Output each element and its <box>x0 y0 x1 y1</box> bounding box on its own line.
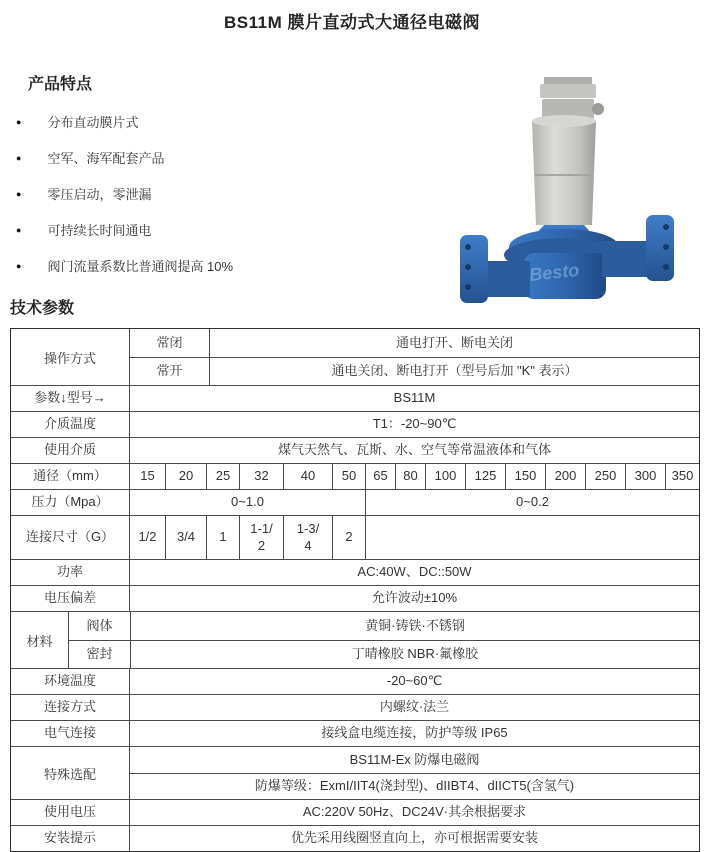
spec-label: 操作方式 <box>43 350 96 366</box>
diameter-cell: 150 <box>505 464 545 489</box>
spec-label: 电压偏差 <box>43 590 96 606</box>
feature-item <box>16 220 428 239</box>
spec-label: 压力（Mpa） <box>31 494 109 510</box>
features-heading: 产品特点 <box>28 76 93 93</box>
spec-value: -20~60℃ <box>129 669 699 694</box>
diameter-cell: 350 <box>665 464 699 489</box>
spec-value: 优先采用线圈竖直向上，亦可根据需要安装 <box>129 826 699 851</box>
spec-value: AC:220V 50Hz、DC24V·其余根据要求 <box>129 800 699 825</box>
diameter-cell: 20 <box>165 464 206 489</box>
diameter-cell: 250 <box>585 464 625 489</box>
bullet-icon: ● <box>16 224 22 235</box>
spec-label: 安装提示 <box>43 830 96 846</box>
spec-sublabel: 阀体 <box>86 617 113 633</box>
spec-value: 通电打开、断电关闭 <box>209 329 699 357</box>
spec-value: BS11M <box>129 386 699 411</box>
connection-size-cell: 1-1/2 <box>239 516 283 559</box>
spec-value: 黄铜·铸铁·不锈钢 <box>130 612 699 640</box>
spec-sublabel: 常开 <box>156 363 183 379</box>
diameter-cell: 300 <box>625 464 665 489</box>
spec-value: 内螺纹·法兰 <box>129 695 699 720</box>
diameter-cell: 65 <box>365 464 395 489</box>
spec-value: 煤气天然气、瓦斯、水、空气等常温液体和气体 <box>129 438 699 463</box>
feature-text: 零压启动，零泄漏 <box>47 187 152 202</box>
row-install-tip <box>11 825 699 851</box>
diameter-cell: 32 <box>239 464 283 489</box>
row-power <box>11 559 699 585</box>
connection-size-empty-cell <box>365 516 699 559</box>
spec-value: 允许波动±10% <box>129 586 699 611</box>
pressure-low-range: 0~1.0 <box>129 490 365 515</box>
spec-value: 丁晴橡胶 NBR·氟橡胶 <box>130 641 699 668</box>
diameter-cell: 25 <box>206 464 239 489</box>
row-model <box>11 385 699 411</box>
connection-size-cell: 1-3/4 <box>283 516 332 559</box>
feature-item <box>16 112 428 131</box>
diameter-cell: 200 <box>545 464 585 489</box>
bullet-icon: ● <box>16 152 22 163</box>
connection-size-cell: 1/2 <box>129 516 165 559</box>
pressure-high-range: 0~0.2 <box>365 490 699 515</box>
feature-text: 空军、海军配套产品 <box>47 151 165 166</box>
spec-label: 通径（mm） <box>33 468 107 484</box>
row-medium-temp <box>11 411 699 437</box>
row-diameter <box>11 463 699 489</box>
spec-label: 介质温度 <box>43 416 96 432</box>
spec-table <box>10 328 700 852</box>
spec-label: 连接尺寸（G） <box>25 529 115 545</box>
diameter-cell: 40 <box>283 464 332 489</box>
row-material <box>11 611 699 668</box>
row-operation <box>11 329 699 385</box>
row-medium <box>11 437 699 463</box>
feature-item <box>16 256 428 275</box>
spec-label: 环境温度 <box>43 673 96 689</box>
diameter-cell: 15 <box>129 464 165 489</box>
row-pressure <box>11 489 699 515</box>
feature-item <box>16 148 428 167</box>
feature-text: 可持续长时间通电 <box>47 223 152 238</box>
connection-size-cell: 2 <box>332 516 365 559</box>
specs-heading: 技术参数 <box>10 300 75 317</box>
spec-value: 防爆等级：ExmI/IIT4(浇封型)、dIIBT4、dIICT5(含氢气) <box>254 778 575 794</box>
diameter-cell: 80 <box>395 464 425 489</box>
row-special-options <box>11 746 699 799</box>
spec-label: 材料 <box>26 633 53 649</box>
bullet-icon: ● <box>16 260 22 271</box>
feature-text: 阀门流量系数比普通阀提高 10% <box>47 259 234 274</box>
spec-value: T1：-20~90℃ <box>129 412 699 437</box>
page-title: BS11M 膜片直动式大通径电磁阀 <box>224 13 480 32</box>
diameter-cell: 50 <box>332 464 365 489</box>
feature-text: 分布直动膜片式 <box>47 115 139 130</box>
spec-label: 使用介质 <box>43 442 96 458</box>
diameter-cell: 100 <box>425 464 465 489</box>
spec-value: 通电关闭、断电打开（型号后加 "K" 表示） <box>209 358 699 385</box>
spec-label: 电气连接 <box>43 725 96 741</box>
spec-value: 接线盒电缆连接，防护等级 IP65 <box>129 721 699 746</box>
top-section <box>0 33 704 285</box>
row-electrical <box>11 720 699 746</box>
spec-value: BS11M-Ex 防爆电磁阀 <box>349 751 480 767</box>
spec-sublabel: 密封 <box>86 646 113 662</box>
spec-value: AC:40W、DC::50W <box>129 560 699 585</box>
row-connection-type <box>11 694 699 720</box>
spec-label: 参数↓型号→ <box>34 390 106 406</box>
spec-label: 使用电压 <box>43 804 96 820</box>
row-connection-size <box>11 515 699 559</box>
connection-size-cell: 1 <box>206 516 239 559</box>
spec-label: 功率 <box>56 564 83 580</box>
row-supply-voltage <box>11 799 699 825</box>
features-block <box>16 71 428 292</box>
spec-label: 特殊选配 <box>43 766 96 782</box>
bullet-icon: ● <box>16 188 22 199</box>
watermark-text: Besto <box>528 259 581 285</box>
spec-label: 连接方式 <box>43 699 96 715</box>
feature-item <box>16 184 428 203</box>
product-photo-solenoid-valve <box>452 75 700 303</box>
connection-size-cell: 3/4 <box>165 516 206 559</box>
bullet-icon: ● <box>16 116 22 127</box>
row-voltage-tolerance <box>11 585 699 611</box>
spec-sublabel: 常闭 <box>156 334 183 350</box>
row-ambient-temp <box>11 668 699 694</box>
diameter-cell: 125 <box>465 464 505 489</box>
